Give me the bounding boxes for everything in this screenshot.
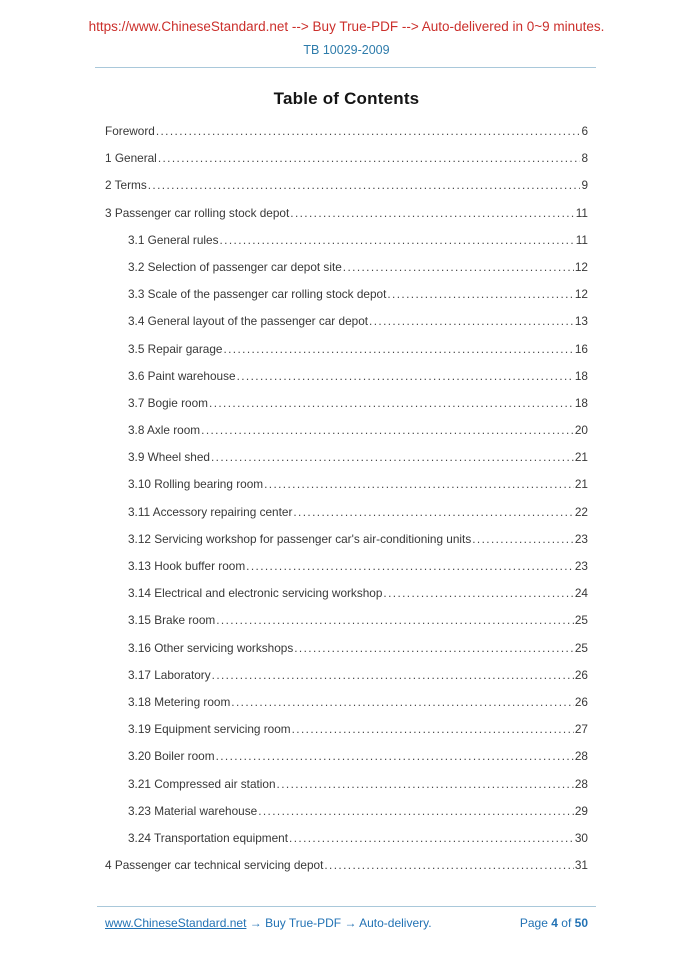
toc-row[interactable]: [105, 580, 588, 607]
toc-leader-dots: [201, 417, 574, 444]
page-current: 4: [551, 916, 558, 930]
toc-row[interactable]: [105, 145, 588, 172]
toc-leader-dots: [258, 798, 574, 825]
toc-entry-page: 28: [574, 776, 588, 791]
footer-site-link[interactable]: www.ChineseStandard.net: [105, 916, 247, 930]
toc-entry-title: 3.14 Electrical and electronic servicing workshop: [128, 586, 383, 601]
page-title: Table of Contents: [273, 89, 420, 108]
toc-leader-dots: [209, 390, 574, 417]
toc-entry-page: 22: [574, 504, 588, 519]
toc-row[interactable]: [105, 118, 588, 145]
toc-leader-dots: [231, 689, 574, 716]
toc-entry-page: 16: [574, 341, 588, 356]
toc-entry-title: 3.16 Other servicing workshops: [128, 640, 294, 655]
toc-entry-page: 8: [581, 151, 588, 166]
toc-entry-page: 11: [575, 205, 588, 220]
toc-row[interactable]: [105, 743, 588, 770]
toc-entry-page: 29: [574, 803, 588, 818]
toc-entry-page: 21: [574, 450, 588, 465]
toc-row[interactable]: [105, 227, 588, 254]
toc-leader-dots: [343, 254, 574, 281]
toc-entry-page: 20: [574, 423, 588, 438]
toc-row[interactable]: [105, 471, 588, 498]
toc-entry-title: 3.5 Repair garage: [128, 341, 223, 356]
toc-entry-page: 24: [574, 586, 588, 601]
toc-entry-title: 3.12 Servicing workshop for passenger car's air-conditioning units: [128, 531, 472, 546]
toc-entry-page: 12: [574, 259, 588, 274]
toc-entry-title: 3.4 General layout of the passenger car depot: [128, 314, 369, 329]
toc-row[interactable]: [105, 363, 588, 390]
of-label: of: [561, 916, 572, 930]
toc-entry-title: 3.19 Equipment servicing room: [128, 722, 291, 737]
toc-row[interactable]: [105, 254, 588, 281]
page-label: Page: [519, 916, 548, 930]
toc-entry-page: 27: [574, 722, 588, 737]
toc-entry-title: 3.13 Hook buffer room: [128, 559, 246, 573]
toc-leader-dots: [324, 852, 574, 879]
toc-entry-title: 1 General: [105, 151, 157, 166]
toc-entry-title: 2 Terms: [105, 178, 147, 193]
toc-row[interactable]: [105, 172, 588, 199]
toc-leader-dots: [289, 825, 574, 852]
toc-row[interactable]: [105, 390, 588, 417]
toc-entry-page: 18: [574, 368, 588, 383]
toc-row[interactable]: [105, 336, 588, 363]
toc-entry-title: 3.2 Selection of passenger car depot site: [128, 259, 342, 274]
toc-row[interactable]: [105, 200, 588, 227]
toc-leader-dots: [369, 308, 574, 335]
footer-rule: [97, 906, 596, 907]
toc-entry-page: 31: [574, 858, 588, 873]
toc-row[interactable]: [105, 499, 588, 526]
toc-entry-page: 23: [574, 531, 588, 546]
toc-row[interactable]: [105, 553, 588, 580]
toc-leader-dots: [223, 336, 573, 363]
toc-entry-page: 25: [574, 640, 588, 655]
toc-leader-dots: [292, 716, 574, 743]
toc-row[interactable]: [105, 281, 588, 308]
toc-leader-dots: [277, 771, 574, 798]
toc-entry-page: 13: [574, 314, 588, 329]
toc-row[interactable]: [105, 852, 588, 879]
toc-entry-title: 3.18 Metering room: [128, 694, 231, 709]
table-of-contents: [105, 118, 588, 879]
toc-leader-dots: [294, 635, 574, 662]
toc-entry-page: 11: [575, 232, 588, 247]
toc-leader-dots: [387, 281, 574, 308]
toc-entry-title: Foreword: [105, 124, 155, 138]
toc-entry-page: 26: [574, 667, 588, 682]
toc-row[interactable]: [105, 308, 588, 335]
toc-entry-title: 3.3 Scale of the passenger car rolling stock depot: [128, 287, 387, 302]
toc-row[interactable]: [105, 662, 588, 689]
toc-entry-title: 3.10 Rolling bearing room: [128, 477, 264, 492]
toc-entry-title: 4 Passenger car technical servicing depot: [105, 858, 324, 873]
toc-entry-page: 6: [581, 124, 588, 138]
toc-entry-title: 3.21 Compressed air station: [128, 776, 276, 791]
toc-row[interactable]: [105, 689, 588, 716]
toc-leader-dots: [148, 172, 581, 199]
toc-leader-dots: [211, 444, 574, 471]
toc-leader-dots: [156, 118, 581, 145]
toc-entry-page: 23: [574, 559, 588, 573]
toc-entry-title: 3.8 Axle room: [128, 423, 201, 438]
toc-entry-title: 3.24 Transportation equipment: [128, 830, 289, 845]
toc-leader-dots: [290, 200, 574, 227]
toc-leader-dots: [264, 471, 574, 498]
toc-row[interactable]: [105, 444, 588, 471]
toc-entry-page: 18: [574, 395, 588, 410]
toc-entry-title: 3.11 Accessory repairing center: [128, 504, 293, 519]
toc-leader-dots: [212, 662, 574, 689]
toc-leader-dots: [246, 553, 574, 580]
toc-row[interactable]: [105, 825, 588, 852]
toc-entry-title: 3 Passenger car rolling stock depot: [105, 205, 290, 220]
toc-row[interactable]: [105, 635, 588, 662]
toc-entry-title: 3.9 Wheel shed: [128, 450, 210, 465]
toc-entry-title: 3.1 General rules: [128, 232, 219, 247]
header-promo-link[interactable]: https://www.ChineseStandard.net --> Buy True-PDF --> Auto-delivered in 0~9 minutes.: [88, 19, 605, 34]
toc-row[interactable]: [105, 526, 588, 553]
toc-entry-title: 3.23 Material warehouse: [128, 803, 258, 818]
toc-entry-page: 28: [574, 749, 588, 764]
toc-leader-dots: [216, 607, 574, 634]
header-rule: [95, 67, 596, 68]
toc-entry-page: 30: [574, 830, 588, 845]
page-footer: [105, 916, 588, 930]
toc-row[interactable]: [105, 417, 588, 444]
toc-entry-title: 3.17 Laboratory: [128, 667, 211, 682]
toc-leader-dots: [237, 363, 574, 390]
toc-row[interactable]: [105, 716, 588, 743]
toc-row[interactable]: [105, 607, 588, 634]
toc-entry-page: 9: [581, 178, 588, 193]
toc-entry-page: 21: [574, 477, 588, 492]
footer-tagline: [105, 916, 432, 930]
toc-leader-dots: [158, 145, 581, 172]
page-total: 50: [574, 916, 588, 930]
toc-entry-title: 3.7 Bogie room: [128, 395, 209, 410]
toc-entry-title: 3.15 Brake room: [128, 613, 216, 628]
toc-row[interactable]: [105, 771, 588, 798]
toc-entry-title: 3.6 Paint warehouse: [128, 368, 236, 383]
toc-leader-dots: [216, 743, 574, 770]
footer-tagline-text: → Buy True-PDF → Auto-delivery.: [246, 916, 432, 930]
toc-entry-page: 25: [574, 613, 588, 628]
toc-entry-page: 26: [574, 694, 588, 709]
page-indicator: [520, 916, 588, 930]
toc-entry-title: 3.20 Boiler room: [128, 749, 215, 764]
toc-row[interactable]: [105, 798, 588, 825]
toc-leader-dots: [472, 526, 574, 553]
toc-leader-dots: [220, 227, 575, 254]
toc-leader-dots: [293, 499, 574, 526]
standard-code: TB 10029-2009: [303, 43, 390, 57]
toc-leader-dots: [383, 580, 573, 607]
toc-entry-page: 12: [574, 287, 588, 302]
